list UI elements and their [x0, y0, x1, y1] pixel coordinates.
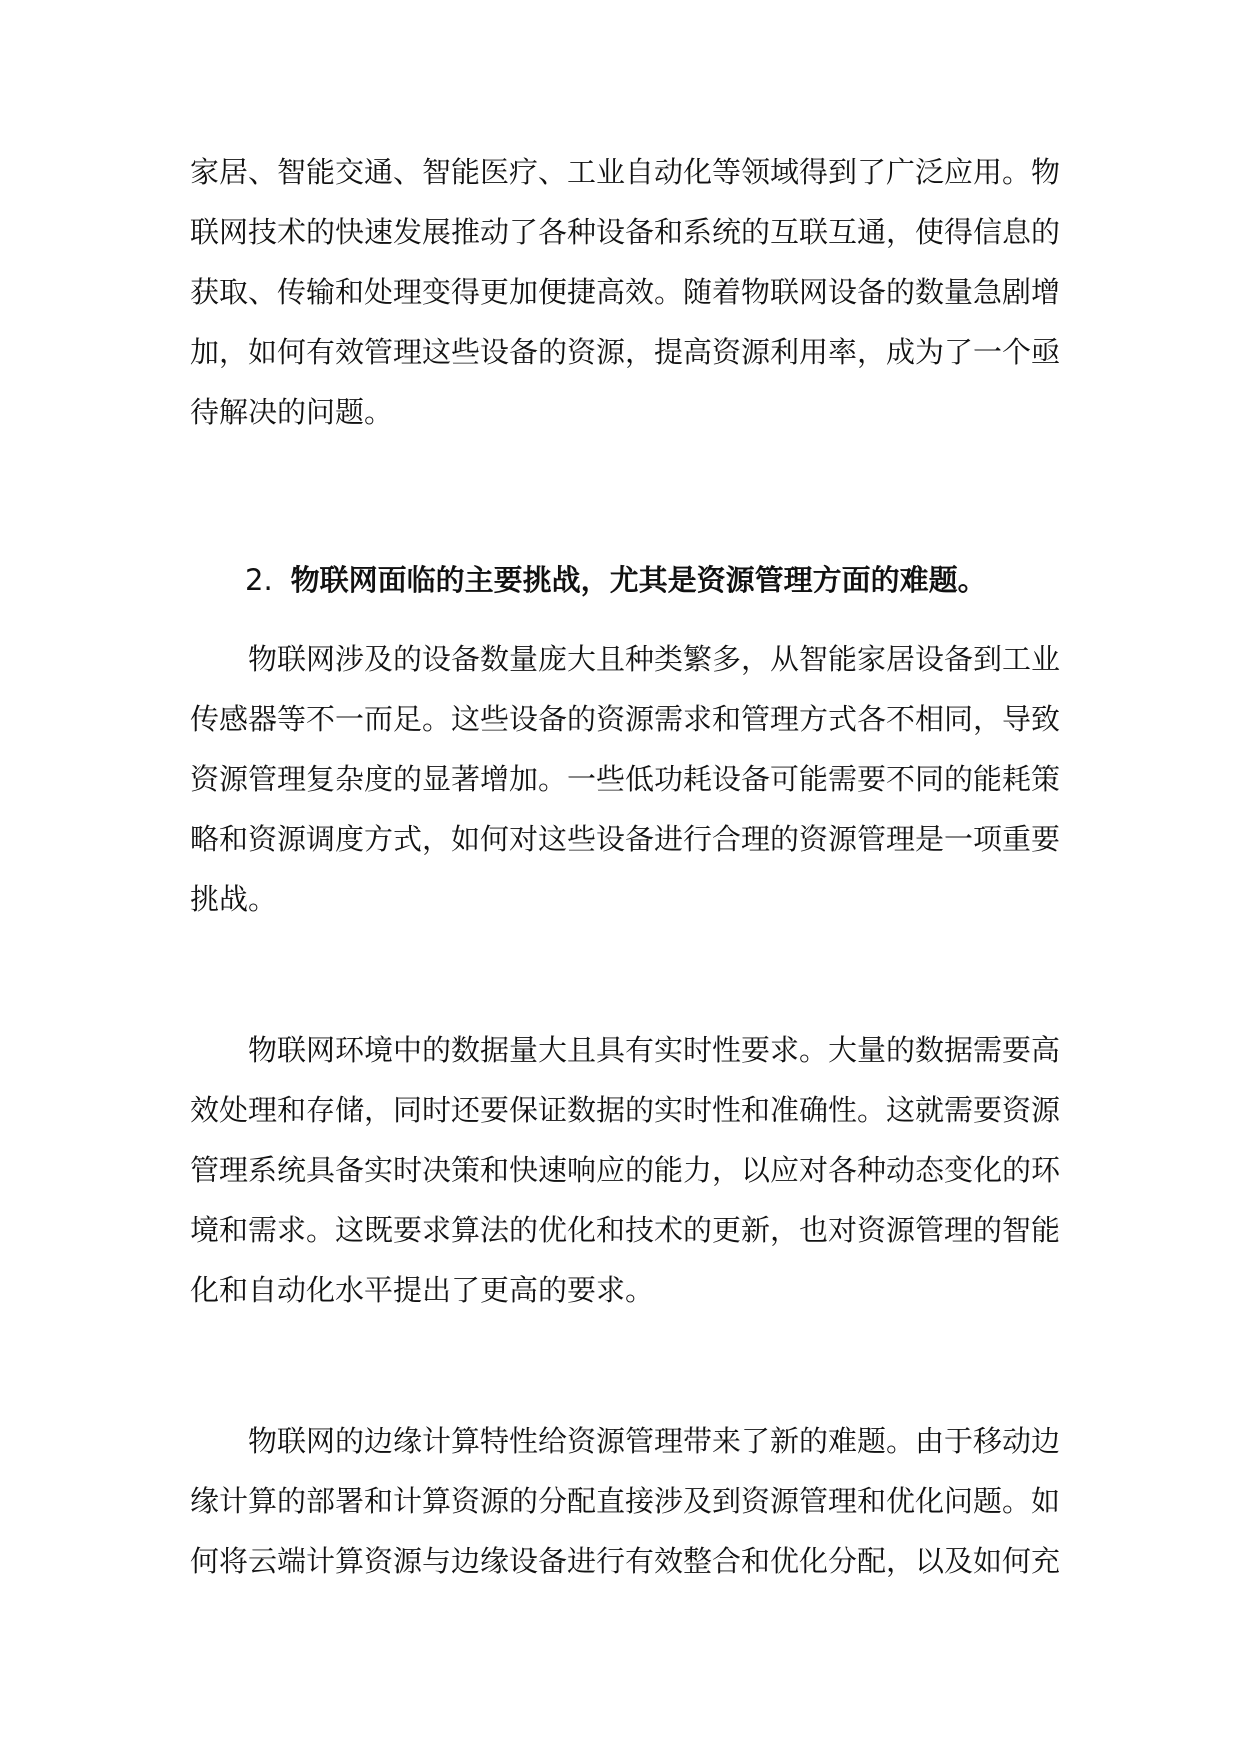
body-paragraph	[190, 142, 1060, 442]
section-title: 物联网面临的主要挑战，尤其是资源管理方面的难题。	[290, 563, 987, 597]
section-number: 2.	[245, 563, 273, 597]
paragraph-text: 物联网涉及的设备数量庞大且种类繁多，从智能家居设备到工业传感器等不一而足。这些设备的资源需求和管理方式各不相同，导致资源管理复杂度的显著增加。一些低功耗设备可能需要不同的能耗策略和资源调度方式，如何对这些设备进行合理的资源管理是一项重要挑战。	[190, 642, 1061, 916]
body-paragraph	[190, 1411, 1060, 1591]
paragraph-text: 物联网环境中的数据量大且具有实时性要求。大量的数据需要高效处理和存储，同时还要保证数据的实时性和准确性。这就需要资源管理系统具备实时决策和快速响应的能力，以应对各种动态变化的环境和需求。这既要求算法的优化和技术的更新，也对资源管理的智能化和自动化水平提出了更高的要求。	[190, 1033, 1061, 1307]
section-heading	[245, 550, 1065, 610]
paragraph-text: 物联网的边缘计算特性给资源管理带来了新的难题。由于移动边缘计算的部署和计算资源的分配直接涉及到资源管理和优化问题。如何将云端计算资源与边缘设备进行有效整合和优化分配，以及如何充	[190, 1424, 1061, 1578]
body-paragraph	[190, 629, 1060, 929]
body-paragraph	[190, 1020, 1060, 1320]
paragraph-text: 家居、智能交通、智能医疗、工业自动化等领域得到了广泛应用。物联网技术的快速发展推动了各种设备和系统的互联互通，使得信息的获取、传输和处理变得更加便捷高效。随着物联网设备的数量急剧增加，如何有效管理这些设备的资源，提高资源利用率，成为了一个亟待解决的问题。	[190, 155, 1061, 429]
